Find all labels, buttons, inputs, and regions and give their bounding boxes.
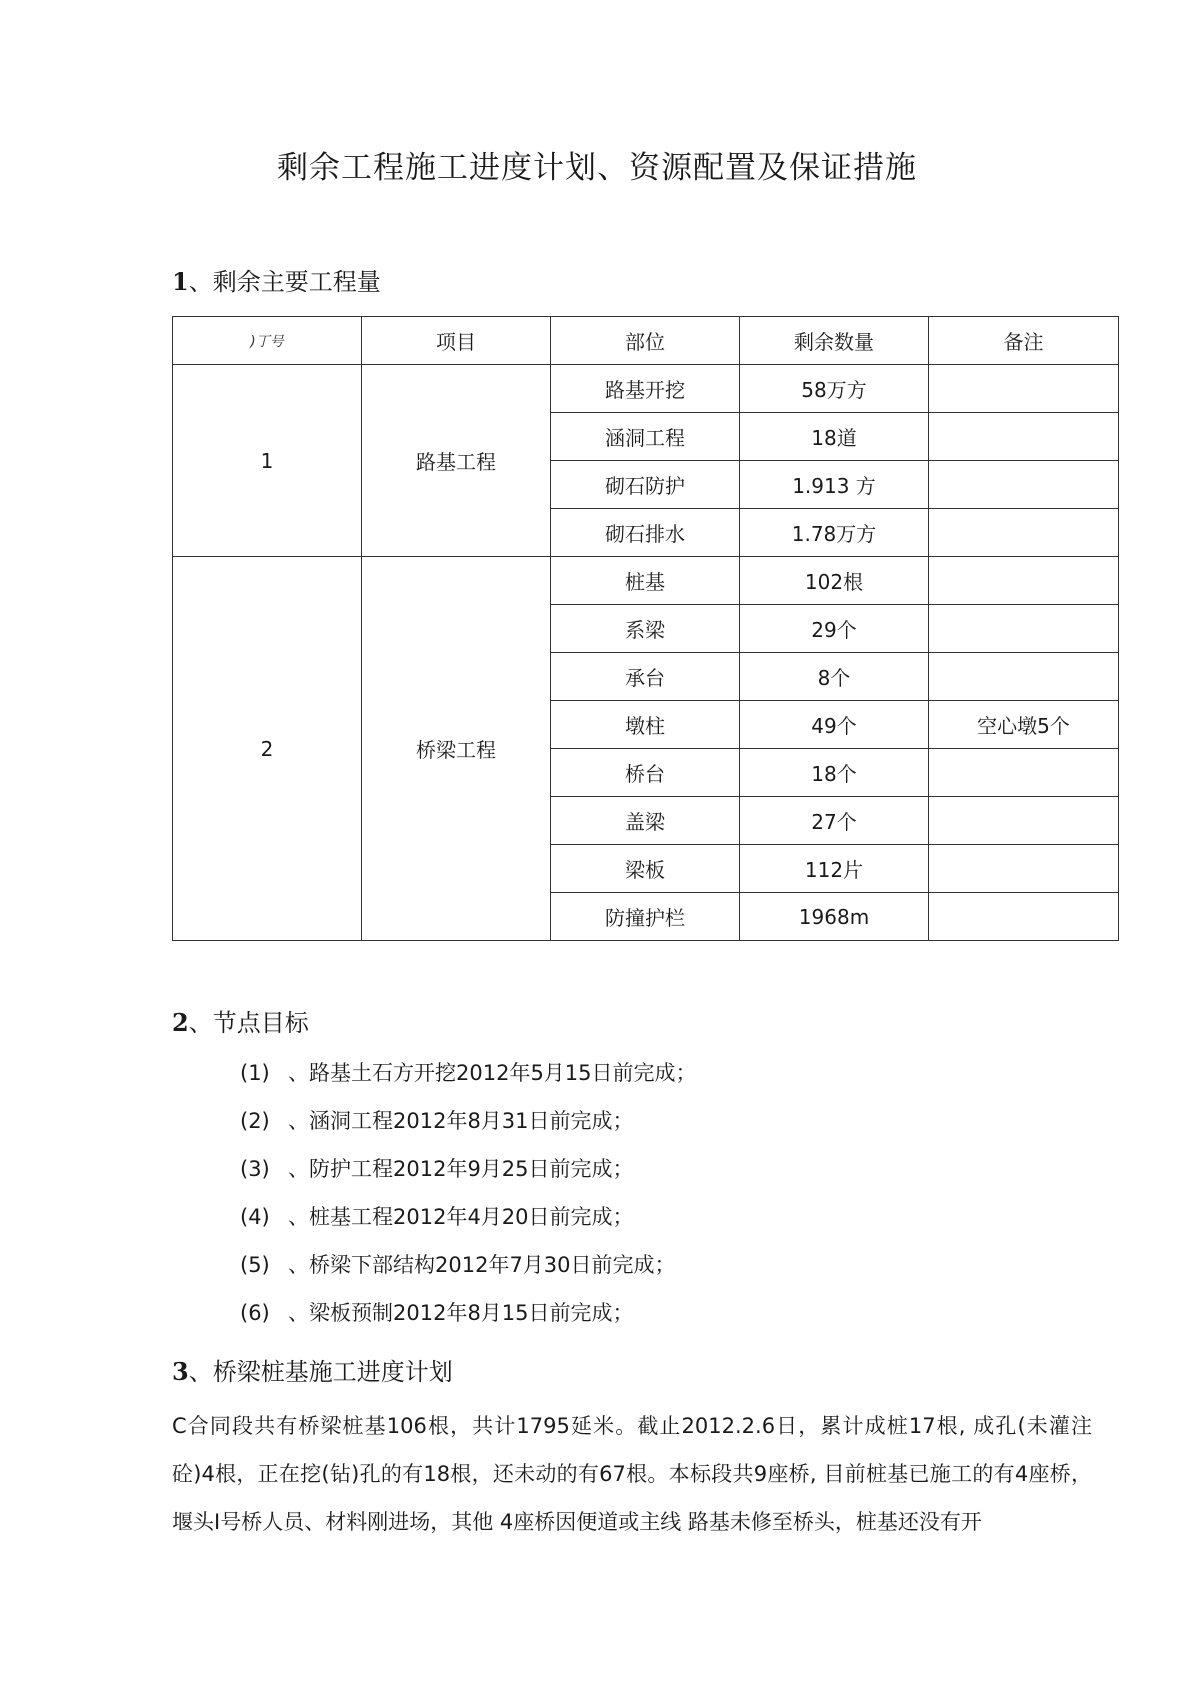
milestone-index: (5) bbox=[240, 1253, 270, 1277]
part-cell: 桥台 bbox=[551, 749, 740, 797]
part-cell: 系梁 bbox=[551, 605, 740, 653]
note-cell bbox=[929, 413, 1119, 461]
part-cell: 承台 bbox=[551, 653, 740, 701]
group-seq-cell: 2 bbox=[173, 557, 362, 941]
milestone-index: (3) bbox=[240, 1157, 270, 1181]
list-item bbox=[240, 1103, 697, 1151]
qty-cell: 27个 bbox=[740, 797, 929, 845]
list-item bbox=[240, 1151, 697, 1199]
list-item bbox=[240, 1247, 697, 1295]
part-cell: 路基开挖 bbox=[551, 365, 740, 413]
document-title: 剩余工程施工进度计划、资源配置及保证措施 bbox=[277, 150, 917, 186]
milestone-text: 、涵洞工程2012年8月31日前完成； bbox=[288, 1109, 634, 1133]
qty-cell: 29个 bbox=[740, 605, 929, 653]
milestone-index: (6) bbox=[240, 1301, 270, 1325]
header-item: 项目 bbox=[362, 317, 551, 365]
qty-cell: 18道 bbox=[740, 413, 929, 461]
milestone-index: (1) bbox=[240, 1061, 270, 1085]
section-title: 、节点目标 bbox=[188, 1009, 309, 1037]
milestone-index: (4) bbox=[240, 1205, 270, 1229]
table-header-row bbox=[173, 317, 1119, 365]
note-cell bbox=[929, 605, 1119, 653]
milestone-text: 、桥梁下部结构2012年7月30日前完成； bbox=[288, 1253, 676, 1277]
milestone-text: 、梁板预制2012年8月15日前完成； bbox=[288, 1301, 634, 1325]
group-item-cell: 路基工程 bbox=[362, 365, 551, 557]
note-cell bbox=[929, 509, 1119, 557]
table-row bbox=[173, 557, 1119, 605]
part-cell: 梁板 bbox=[551, 845, 740, 893]
header-part: 部位 bbox=[551, 317, 740, 365]
part-cell: 桩基 bbox=[551, 557, 740, 605]
note-cell bbox=[929, 461, 1119, 509]
group-item-cell: 桥梁工程 bbox=[362, 557, 551, 941]
milestone-list bbox=[240, 1055, 697, 1343]
qty-cell: 112片 bbox=[740, 845, 929, 893]
section-heading-pile-schedule bbox=[172, 1352, 453, 1387]
section-title: 、剩余主要工程量 bbox=[188, 268, 381, 296]
note-cell: 空心墩5个 bbox=[929, 701, 1119, 749]
qty-cell: 1968m bbox=[740, 893, 929, 941]
section-heading-remaining-quantities bbox=[172, 262, 381, 297]
part-cell: 盖梁 bbox=[551, 797, 740, 845]
note-cell bbox=[929, 797, 1119, 845]
note-cell bbox=[929, 749, 1119, 797]
table-row bbox=[173, 365, 1119, 413]
milestone-text: 、防护工程2012年9月25日前完成； bbox=[288, 1157, 634, 1181]
qty-cell: 18个 bbox=[740, 749, 929, 797]
milestone-text: 、桩基工程2012年4月20日前完成； bbox=[288, 1205, 634, 1229]
qty-cell: 49个 bbox=[740, 701, 929, 749]
milestone-index: (2) bbox=[240, 1109, 270, 1133]
header-note: 备注 bbox=[929, 317, 1119, 365]
note-cell bbox=[929, 845, 1119, 893]
milestone-text: 、路基土石方开挖2012年5月15日前完成； bbox=[288, 1061, 697, 1085]
header-qty: 剩余数量 bbox=[740, 317, 929, 365]
section-heading-milestones bbox=[172, 1003, 309, 1038]
section-number: 1 bbox=[172, 267, 189, 296]
qty-cell: 58万方 bbox=[740, 365, 929, 413]
qty-cell: 8个 bbox=[740, 653, 929, 701]
note-cell bbox=[929, 557, 1119, 605]
qty-cell: 102根 bbox=[740, 557, 929, 605]
section-title: 、桥梁桩基施工进度计划 bbox=[188, 1358, 453, 1386]
part-cell: 涵洞工程 bbox=[551, 413, 740, 461]
qty-cell: 1.913 方 bbox=[740, 461, 929, 509]
part-cell: 墩柱 bbox=[551, 701, 740, 749]
part-cell: 防撞护栏 bbox=[551, 893, 740, 941]
list-item bbox=[240, 1055, 697, 1103]
note-cell bbox=[929, 653, 1119, 701]
part-cell: 砌石防护 bbox=[551, 461, 740, 509]
list-item bbox=[240, 1295, 697, 1343]
pile-progress-paragraph: C合同段共有桥梁桩基106根，共计1795延米。截止2012.2.6日，累计成桩17根, 成孔(未灌注砼)4根，正在挖(钻)孔的有18根，还未动的有67根。本标段共9座桥, 目前桩基已施工的有4座桥，堰头Ⅰ号桥人员、材料刚进场，其他 4座桥因便道或主线 路基未修至桥头，桩基还没有开 bbox=[172, 1414, 1092, 1534]
part-cell: 砌石排水 bbox=[551, 509, 740, 557]
note-cell bbox=[929, 365, 1119, 413]
section-number: 3 bbox=[172, 1357, 189, 1386]
note-cell bbox=[929, 893, 1119, 941]
list-item bbox=[240, 1199, 697, 1247]
section-number: 2 bbox=[172, 1008, 189, 1037]
qty-cell: 1.78万方 bbox=[740, 509, 929, 557]
remaining-quantities-table bbox=[172, 316, 1119, 941]
header-seq: )丁号 bbox=[173, 317, 362, 365]
group-seq-cell: 1 bbox=[173, 365, 362, 557]
